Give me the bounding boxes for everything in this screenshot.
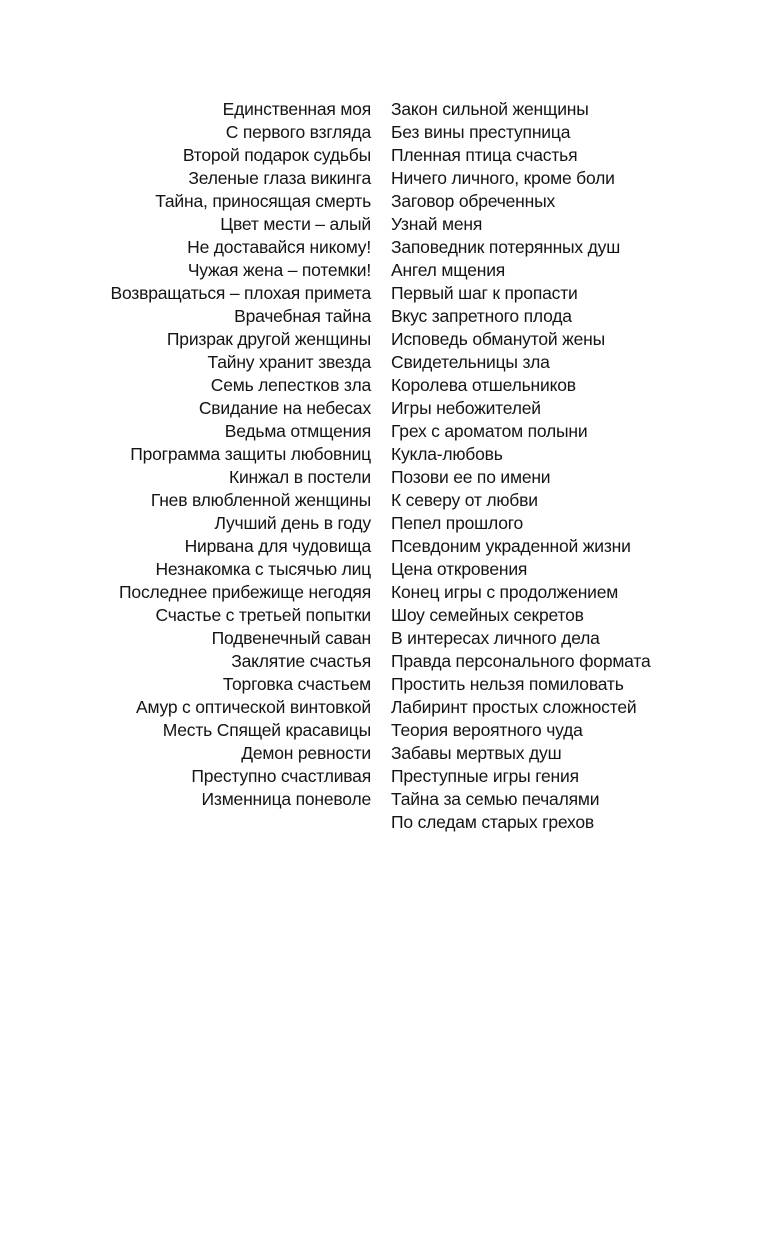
title-item: Торговка счастьем: [222, 674, 371, 694]
title-item: Амур с оптической винтовкой: [135, 697, 371, 717]
title-item: Единственная моя: [222, 99, 371, 119]
title-item: Преступно счастливая: [191, 766, 371, 786]
title-item: Грех с ароматом полыни: [391, 421, 588, 441]
right-column: [391, 98, 650, 834]
title-item: Исповедь обманутой жены: [391, 329, 605, 349]
title-item: Изменница поневоле: [201, 789, 371, 809]
title-item: Правда персонального формата: [391, 651, 651, 671]
title-item: Теория вероятного чуда: [391, 720, 583, 740]
title-item: Счастье с третьей попытки: [155, 605, 371, 625]
title-item: Чужая жена – потемки!: [187, 260, 371, 280]
title-item: Ангел мщения: [391, 260, 506, 280]
title-item: Конец игры с продолжением: [391, 582, 619, 602]
title-item: Ничего личного, кроме боли: [391, 168, 615, 188]
title-item: Заговор обреченных: [391, 191, 556, 211]
title-item: Заповедник потерянных душ: [391, 237, 621, 257]
title-item: Семь лепестков зла: [210, 375, 371, 395]
title-item: Позови ее по имени: [391, 467, 551, 487]
title-item: Зеленые глаза викинга: [188, 168, 371, 188]
title-item: Тайна, приносящая смерть: [155, 191, 371, 211]
title-item: Цвет мести – алый: [220, 214, 371, 234]
title-item: Последнее прибежище негодяя: [119, 582, 371, 602]
title-item: Забавы мертвых душ: [391, 743, 562, 763]
title-item: Цена откровения: [391, 559, 528, 579]
left-column: [110, 98, 371, 811]
title-item: Вкус запретного плода: [391, 306, 572, 326]
title-item: Узнай меня: [391, 214, 483, 234]
title-item: Демон ревности: [241, 743, 371, 763]
title-item: Пленная птица счастья: [391, 145, 578, 165]
title-item: Преступные игры гения: [391, 766, 579, 786]
title-item: Свидание на небесах: [198, 398, 371, 418]
title-item: Ведьма отмщения: [224, 421, 371, 441]
title-item: Свидетельницы зла: [391, 352, 550, 372]
title-item: Кинжал в постели: [228, 467, 371, 487]
title-item: Первый шаг к пропасти: [391, 283, 578, 303]
title-item: Тайну хранит звезда: [207, 352, 371, 372]
title-item: Гнев влюбленной женщины: [150, 490, 371, 510]
title-item: С первого взгляда: [225, 122, 371, 142]
title-item: Псевдоним украденной жизни: [391, 536, 631, 556]
title-item: Заклятие счастья: [231, 651, 371, 671]
title-item: Закон сильной женщины: [391, 99, 589, 119]
title-item: Простить нельзя помиловать: [391, 674, 624, 694]
title-item: Шоу семейных секретов: [391, 605, 584, 625]
title-item: В интересах личного дела: [391, 628, 600, 648]
title-item: Незнакомка с тысячью лиц: [155, 559, 371, 579]
title-item: Тайна за семью печалями: [391, 789, 600, 809]
title-item: К северу от любви: [391, 490, 538, 510]
title-item: Игры небожителей: [391, 398, 541, 418]
title-item: Нирвана для чудовища: [184, 536, 371, 556]
title-item: Подвенечный саван: [211, 628, 371, 648]
title-item: Без вины преступница: [391, 122, 571, 142]
title-item: Лабиринт простых сложностей: [391, 697, 637, 717]
title-item: Лучший день в году: [214, 513, 371, 533]
title-item: Программа защиты любовниц: [130, 444, 371, 464]
title-item: Пепел прошлого: [391, 513, 524, 533]
book-title-list: [0, 98, 768, 838]
title-item: Королева отшельников: [391, 375, 576, 395]
title-item: Кукла-любовь: [391, 444, 503, 464]
title-item: По следам старых грехов: [391, 812, 594, 832]
title-item: Возвращаться – плохая примета: [110, 283, 371, 303]
title-item: Призрак другой женщины: [166, 329, 371, 349]
title-item: Не доставайся никому!: [187, 237, 371, 257]
title-item: Второй подарок судьбы: [182, 145, 371, 165]
title-item: Месть Спящей красавицы: [162, 720, 371, 740]
title-item: Врачебная тайна: [234, 306, 371, 326]
